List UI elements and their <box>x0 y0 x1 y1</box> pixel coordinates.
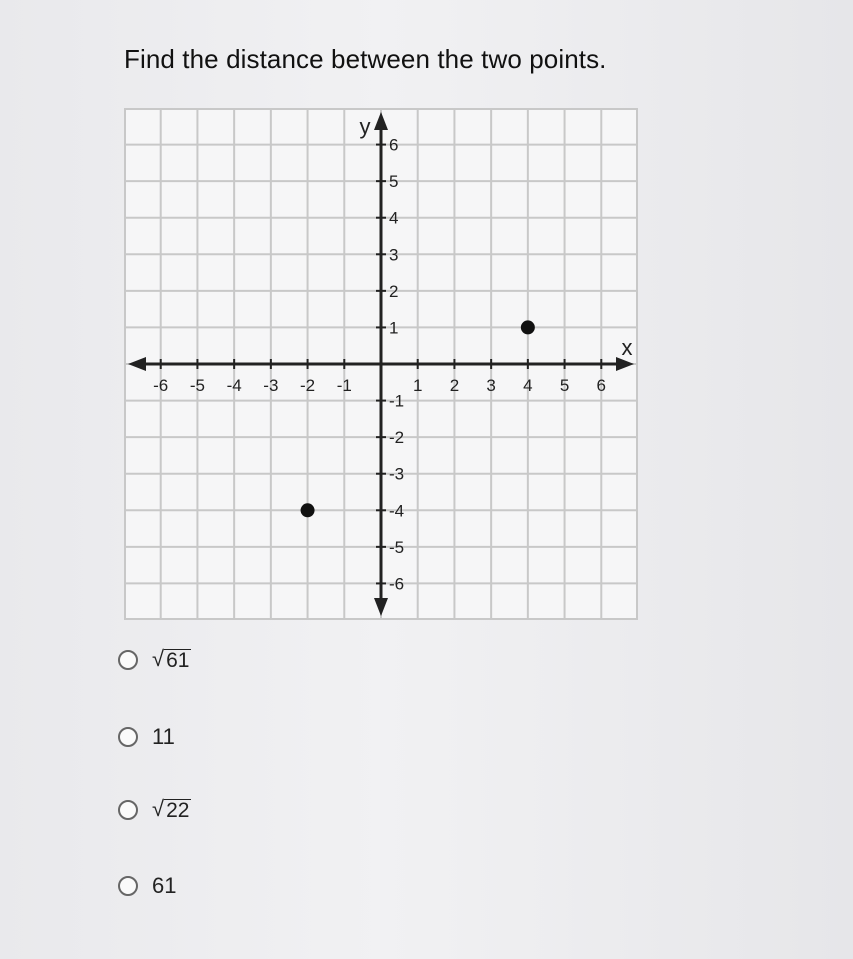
x-tick-label: -3 <box>263 376 279 395</box>
y-tick-label: -6 <box>389 574 405 594</box>
y-tick-label: -5 <box>389 537 405 557</box>
x-tick-label: 1 <box>412 376 423 395</box>
choice-61[interactable] <box>118 873 176 899</box>
x-tick-label: -6 <box>153 376 169 395</box>
radio-button[interactable] <box>118 727 138 747</box>
x-tick-label: 4 <box>523 376 533 395</box>
x-axis-label: x <box>621 335 633 360</box>
choice-label <box>152 798 191 822</box>
sqrt-expression <box>152 798 191 822</box>
coordinate-graph <box>124 108 638 620</box>
x-tick-label: 5 <box>559 376 570 395</box>
data-point <box>521 320 535 334</box>
choice-label: 11 <box>152 724 175 749</box>
radicand: 22 <box>166 799 190 822</box>
x-tick-label: 2 <box>449 376 460 395</box>
choice-sqrt-22[interactable] <box>118 798 191 822</box>
x-tick-label: 6 <box>596 376 607 395</box>
y-tick-label: 2 <box>389 281 399 301</box>
sqrt-icon: √ <box>152 646 165 671</box>
radio-button[interactable] <box>118 876 138 896</box>
x-tick-label: -2 <box>300 376 316 395</box>
y-tick-label: 6 <box>389 135 399 155</box>
y-tick-label: -1 <box>389 391 405 411</box>
y-tick-label: 5 <box>389 172 399 192</box>
choice-label <box>152 648 191 672</box>
sqrt-expression <box>152 648 191 672</box>
y-tick-label: 3 <box>389 245 399 265</box>
x-tick-label: -4 <box>226 376 242 395</box>
x-tick-label: 3 <box>486 376 496 395</box>
radicand: 61 <box>166 649 190 672</box>
graph-svg <box>124 108 638 620</box>
sqrt-icon: √ <box>152 796 165 821</box>
y-tick-label: 4 <box>389 208 399 228</box>
radio-button[interactable] <box>118 650 138 670</box>
y-tick-label: -2 <box>389 428 405 448</box>
y-tick-label: 1 <box>389 318 399 338</box>
y-tick-label: -4 <box>389 501 405 521</box>
choice-label: 61 <box>152 873 177 898</box>
question-text: Find the distance between the two points. <box>124 44 607 74</box>
x-tick-label: -1 <box>336 376 352 395</box>
choice-sqrt-61[interactable] <box>118 648 191 672</box>
y-axis-label: y <box>359 114 371 139</box>
y-tick-label: -3 <box>389 464 405 484</box>
data-point <box>301 503 315 517</box>
choice-11[interactable] <box>118 724 175 750</box>
radio-button[interactable] <box>118 800 138 820</box>
x-tick-label: -5 <box>189 376 205 395</box>
